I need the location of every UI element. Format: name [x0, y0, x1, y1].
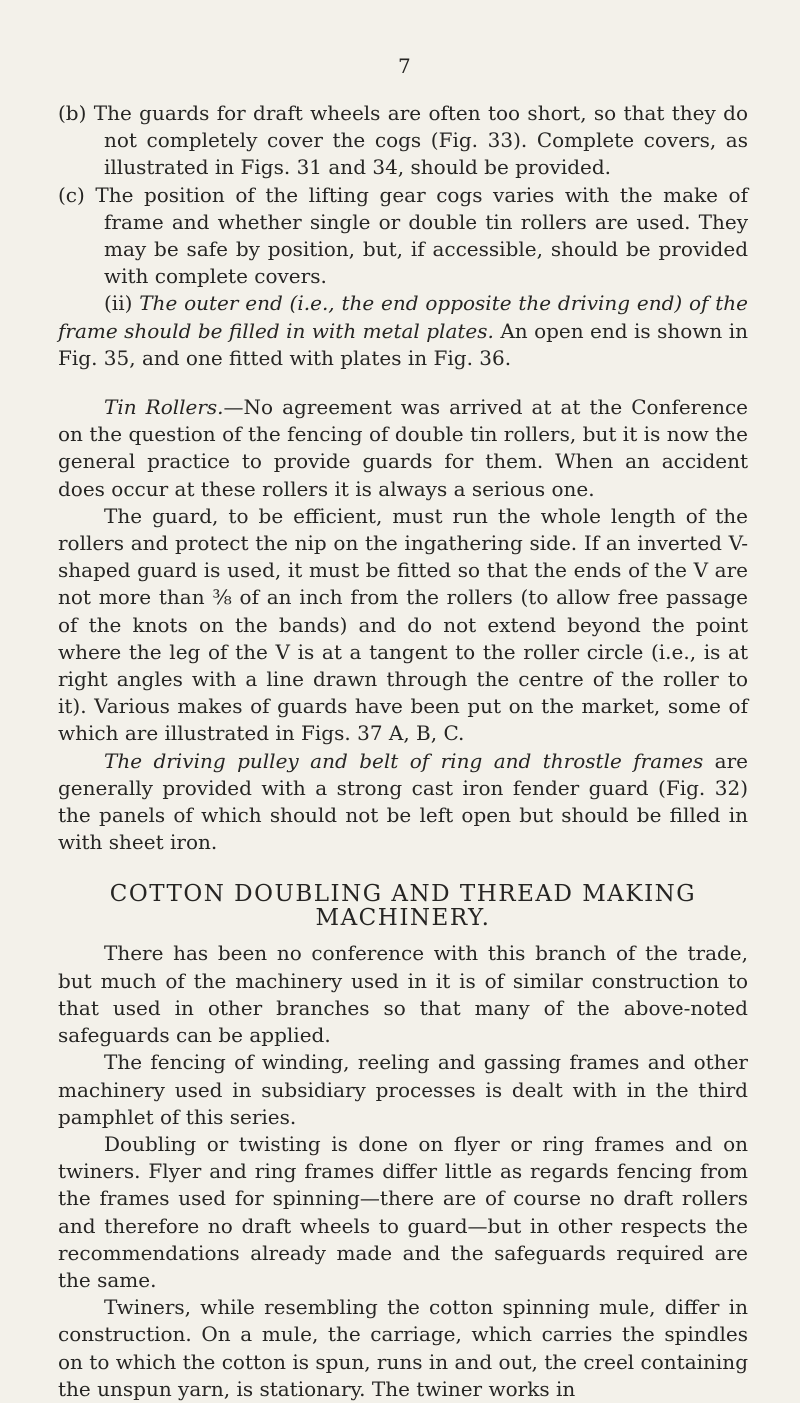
tin-rollers-text: —No agreement was arrived at at the Conference on the question of the fencing of double tin rollers, but it is now the general practice to provide guards for them. When an accident does occur at these rollers it is always a serious one.: [58, 395, 748, 501]
paragraph-no-conference: There has been no conference with this branch of the trade, but much of the machinery used in it is of similar construction to that used in other branches so that many of the above-noted safeguards can be applied.: [58, 941, 748, 1048]
paragraph-twiners: Twiners, while resembling the cotton spinning mule, differ in construction. On a mule, the carriage, which carries the spindles on to which the cotton is spun, runs in and out, the creel containing the unspun yarn, is stationary. The twiner works in: [58, 1295, 748, 1401]
paragraph-fencing-winding: The fencing of winding, reeling and gassing frames and other machinery used in subsidiary processes is dealt with in the third pamphlet of this series.: [58, 1050, 748, 1129]
paragraph-driving-pulley: [58, 748, 748, 857]
page-number: 7: [398, 54, 411, 78]
paragraph-item-c: (c) The position of the lifting gear cogs varies with the make of frame and whether single or double tin rollers are used. They may be safe by position, but, if accessible, should be provided with complete covers.: [58, 182, 748, 289]
paragraph-item-b: (b) The guards for draft wheels are often too short, so that they do not completely cover the cogs (Fig. 33). Complete covers, as illustrated in Figs. 31 and 34, should be provided.: [58, 101, 748, 180]
driving-pulley-italic-text: The driving pulley and belt of ring and throstle frames: [104, 748, 704, 773]
paragraph-tin-rollers: [58, 394, 748, 503]
item-ii-italic-text: The outer end (i.e., the end opposite the driving end) of the frame should be filled in with metal plates.: [58, 291, 748, 343]
item-ii-text: An open end is shown in Fig. 35, and one fitted with plates in Fig. 36.: [58, 318, 748, 370]
item-ii-label: (ii): [104, 291, 133, 316]
paragraph-doubling: Doubling or twisting is done on flyer or ring frames and on twiners. Flyer and ring frames differ little as regards fencing from the frames used for spinning—there are of course no draft rollers and therefore no draft wheels to guard—but in other respects the recommendations already made and the safeguards required are the same.: [58, 1131, 748, 1292]
paragraph-item-ii: [58, 290, 748, 372]
page-body: [58, 100, 748, 1403]
tin-rollers-heading: Tin Rollers.: [104, 395, 224, 420]
driving-pulley-text: are generally provided with a strong cast iron fender guard (Fig. 32) the panels of which should not be left open but should be filled in with sheet iron.: [58, 748, 748, 855]
paragraph-guard-efficiency: The guard, to be efficient, must run the whole length of the rollers and protect the nip on the ingathering side. If an inverted V-shaped guard is used, it must be fitted so that the ends of the V are not more than ⅜ of an inch from the rollers (to allow free passage of the knots on the bands) and do not extend beyond the point where the leg of the V is at a tangent to the roller circle (i.e., is at right angles with a line drawn through the centre of the roller to it). Various makes of guards have been put on the market, some of which are illustrated in Figs. 37 A, B, C.: [58, 503, 748, 746]
section-heading: COTTON DOUBLING AND THREAD MAKING MACHINERY.: [109, 881, 697, 932]
